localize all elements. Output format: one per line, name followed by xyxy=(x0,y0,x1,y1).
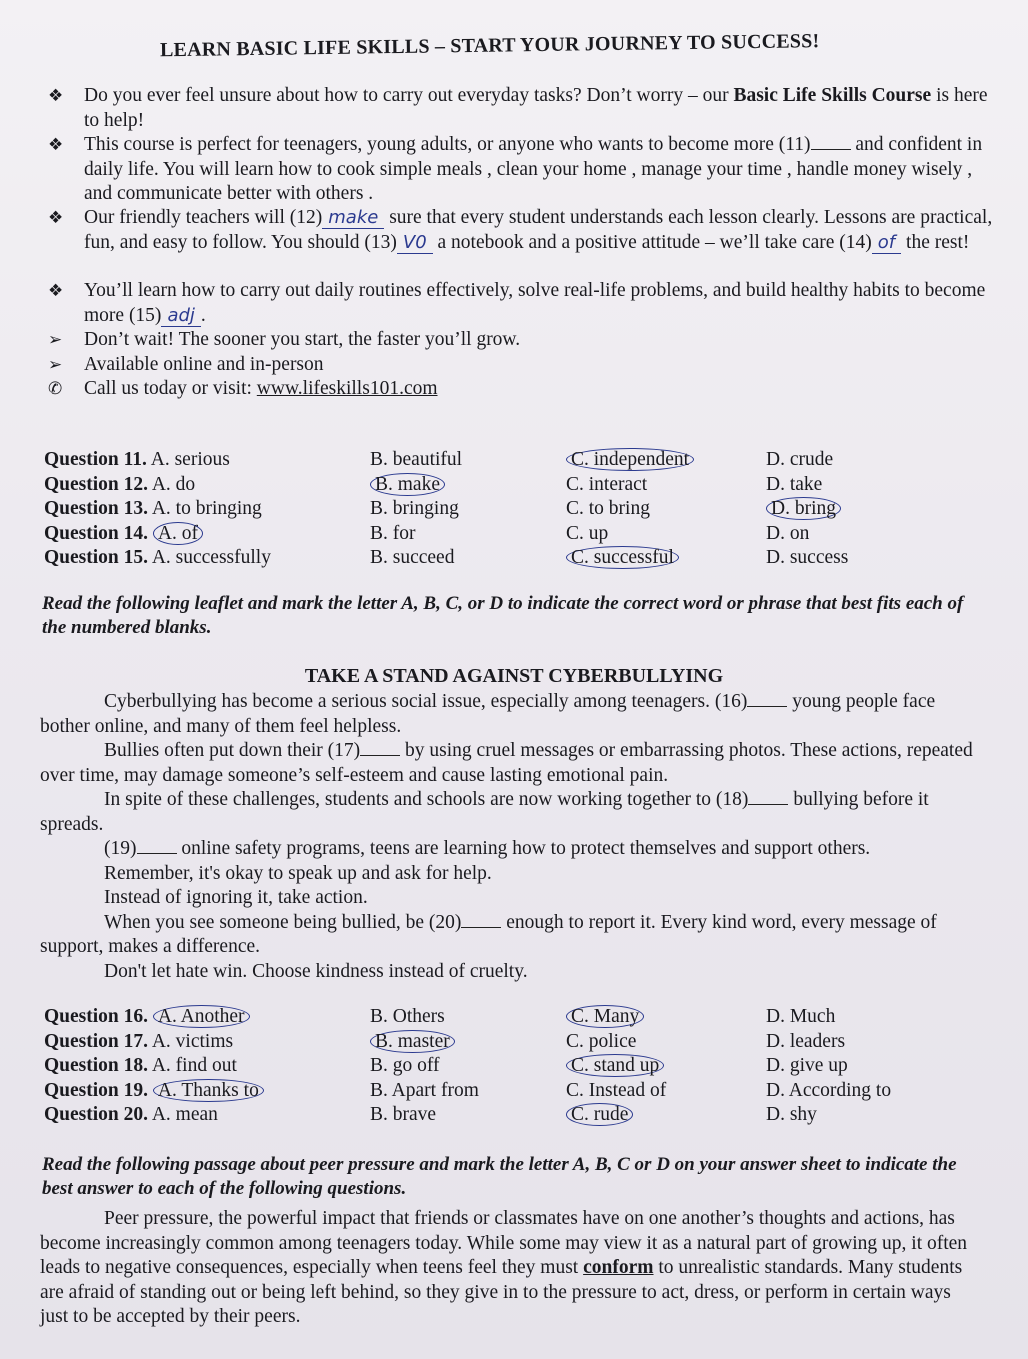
highlighted-word: conform xyxy=(583,1257,654,1278)
leaflet1-title: LEARN BASIC LIFE SKILLS – START YOUR JOURNEY TO SUCCESS! xyxy=(159,30,820,62)
answer-option xyxy=(370,473,566,498)
answer-option[interactable]: D. take xyxy=(766,473,823,495)
answer-option: Question 14. A. of xyxy=(44,522,370,547)
answer-option[interactable]: D. give up xyxy=(766,1055,848,1076)
answer-option[interactable]: C. Instead of xyxy=(566,1079,667,1101)
blank-18 xyxy=(748,804,788,805)
diamond-bullet-icon: ❖ xyxy=(48,281,64,301)
answer-option xyxy=(370,1030,566,1055)
answer-option[interactable]: B. bringing xyxy=(370,498,459,519)
circled-answer[interactable]: A. Thanks to xyxy=(153,1079,264,1102)
answer-option xyxy=(566,1054,766,1079)
answer-option[interactable]: C. up xyxy=(566,522,609,544)
diamond-bullet-icon: ❖ xyxy=(48,135,64,155)
question-row xyxy=(44,546,984,571)
blank-11 xyxy=(811,149,851,150)
circled-answer[interactable]: C. successful xyxy=(566,546,679,569)
website-link[interactable]: www.lifeskills101.com xyxy=(256,378,438,399)
answer-option[interactable]: B. Apart from xyxy=(370,1079,479,1101)
circled-answer[interactable]: C. independent xyxy=(566,448,694,471)
answer-option xyxy=(566,1103,766,1128)
answer-option: Question 11. A. serious xyxy=(44,449,230,470)
answer-option[interactable]: D. According to xyxy=(766,1079,892,1101)
handwritten-answer-14: of xyxy=(872,232,901,254)
peer-pressure-passage: Peer pressure, the powerful impact that friends or classmates have on one another’s thoughts and actions, has become increasingly common among teenagers today. While some may view it as a natural part of growing up, it often leads to negative consequences, especially when teens feel they must conform to unrealistic standards. Many students are afraid of standing out or being left behind, so they give in to the pressure to act, dress, or perform in certain ways just to be accepted by their peers. xyxy=(40,1208,968,1327)
answer-option xyxy=(566,1005,766,1030)
circled-answer[interactable]: C. Many xyxy=(566,1005,644,1028)
answer-option[interactable]: D. shy xyxy=(766,1104,817,1125)
answer-option: Question 12. A. do xyxy=(44,473,196,495)
diamond-bullet-icon: ❖ xyxy=(48,208,64,228)
answer-option[interactable]: C. to bring xyxy=(566,498,650,519)
answer-option[interactable]: D. on xyxy=(766,522,810,544)
answer-option[interactable]: D. Much xyxy=(766,1006,836,1027)
circled-answer[interactable]: A. Another xyxy=(153,1005,250,1028)
answer-option: Question 17. A. victims xyxy=(44,1030,234,1052)
answer-option[interactable]: B. beautiful xyxy=(370,449,463,470)
answer-option[interactable]: B. for xyxy=(370,522,416,544)
answer-option xyxy=(766,497,976,522)
circled-answer[interactable]: B. master xyxy=(370,1030,455,1053)
circled-answer[interactable]: D. bring xyxy=(766,497,841,520)
answer-option[interactable]: C. police xyxy=(566,1030,637,1052)
question-row xyxy=(44,473,984,498)
handwritten-answer-12: make xyxy=(322,207,384,229)
question-row xyxy=(44,1030,984,1055)
answer-option[interactable]: B. brave xyxy=(370,1104,437,1125)
question-row xyxy=(44,1005,984,1030)
circled-answer[interactable]: C. rude xyxy=(566,1103,633,1126)
question-row xyxy=(44,1054,984,1079)
leaflet2-title: TAKE A STAND AGAINST CYBERBULLYING xyxy=(304,665,724,687)
question-row xyxy=(44,1103,984,1128)
blank-17 xyxy=(360,755,400,756)
question-grid-16-20 xyxy=(44,1005,984,1128)
diamond-bullet-icon: ❖ xyxy=(48,86,64,106)
question-row xyxy=(44,448,984,473)
answer-option: Question 13. A. to bringing xyxy=(44,498,262,519)
answer-option[interactable]: B. succeed xyxy=(370,547,455,568)
question-row xyxy=(44,1079,984,1104)
circled-answer[interactable]: C. stand up xyxy=(566,1054,664,1077)
circled-answer[interactable]: A. of xyxy=(153,522,203,545)
circled-answer[interactable]: B. make xyxy=(370,473,445,496)
answer-option xyxy=(566,448,766,473)
instruction-leaflet: Read the following leaflet and mark the letter A, B, C, or D to indicate the correct word or phrase that best fits each of the numbered blanks. xyxy=(42,593,964,638)
answer-option[interactable]: B. go off xyxy=(370,1055,440,1076)
arrow-bullet-icon: ➢ xyxy=(48,330,63,350)
question-row xyxy=(44,522,984,547)
question-grid-11-15 xyxy=(44,448,984,571)
answer-option[interactable]: D. leaders xyxy=(766,1030,846,1052)
blank-20 xyxy=(461,927,501,928)
answer-option[interactable]: B. Others xyxy=(370,1006,445,1027)
phone-icon: ✆ xyxy=(48,379,63,399)
question-row xyxy=(44,497,984,522)
answer-option[interactable]: C. interact xyxy=(566,473,648,495)
blank-16 xyxy=(747,706,787,707)
answer-option: Question 16. A. Another xyxy=(44,1005,370,1030)
answer-option[interactable]: D. success xyxy=(766,547,849,568)
answer-option[interactable]: D. crude xyxy=(766,449,834,470)
answer-option: Question 19. A. Thanks to xyxy=(44,1079,370,1104)
leaflet2-body: Cyberbullying has become a serious social issue, especially among teenagers. (16) young people face bother online, and many of them feel helpless. Bullies often put down their (17) by using cruel messages or embarrassing photos. These actions, repeated over time, may damage someone’s self-esteem and cause lasting emotional pain. In spite of these challenges, students and schools are now working together to (18) bullying before it spreads. (19) online safety programs, teens are learning how to protect themselves and support others. Remember, it's okay to speak up and ask for help. Instead of ignoring it, take action. When you see someone being bullied, be (20) enough to report it. Every kind word, every message of support, makes a difference. Don't let hate win. Choose kindness instead of cruelty. xyxy=(40,691,973,982)
answer-option xyxy=(566,546,766,571)
handwritten-answer-15: adj xyxy=(161,305,200,327)
leaflet1-body: ❖ Do you ever feel unsure about how to carry out everyday tasks? Don’t worry – our Basic Life Skills Course is here to help! ❖ This course is perfect for teenagers, young adults, or anyone who wants to become more (11) and confident in daily life. You will learn how to cook simple meals , clean your home , manage your time , handle money wisely , and communicate better with others . ❖ Our friendly teachers will (12) make sure that every student understands each lesson clearly. Lessons are practical, fun, and easy to follow. You should (13) V0 a notebook and a positive attitude – we’ll take care (14) of the rest! ❖ You’ll learn how to carry out daily routines effectively, solve real-life problems, and build healthy habits to become more (15) adj . ➢ Don’t wait! The sooner you start, the faster you’ll grow. ➢ Available online and in-person ✆ Call us today or visit: www.lifeskills101.com xyxy=(44,84,994,402)
handwritten-answer-13: V0 xyxy=(397,232,433,254)
answer-option: Question 15. A. successfully xyxy=(44,547,271,568)
instruction-passage: Read the following passage about peer pressure and mark the letter A, B, C or D on your answer sheet to indicate the best answer to each of the following questions. xyxy=(42,1154,957,1199)
blank-19 xyxy=(137,853,177,854)
answer-option: Question 20. A. mean xyxy=(44,1104,218,1125)
arrow-bullet-icon: ➢ xyxy=(48,354,63,375)
answer-option: Question 18. A. find out xyxy=(44,1055,237,1076)
